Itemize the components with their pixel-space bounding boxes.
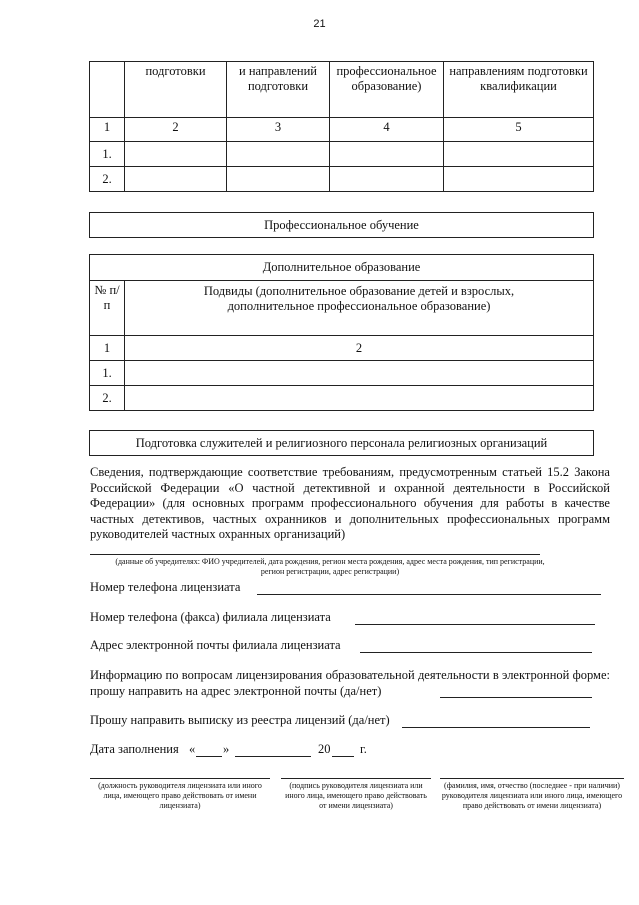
table-cell: 3	[227, 118, 330, 142]
branch-email-label: Адрес электронной почты филиала лицензиата	[90, 638, 341, 652]
table-cell: 1	[90, 118, 125, 142]
info-paragraph: Сведения, подтверждающие соответствие требованиям, предусмотренным статьей 15.2 Закона Российской Федерации «О частной детективной и охранной деятельности в Российской Федерации» (для основных программ профессионального обучения для работы в качестве частных детективов, частных охранников и дополнительных профессиональных программ руководителей частных охранных организаций)	[90, 465, 610, 541]
table-cell: 2.	[90, 386, 125, 411]
table-row	[90, 361, 594, 386]
phone-label: Номер телефона лицензиата	[90, 580, 241, 594]
info-request-input-line[interactable]	[440, 697, 592, 698]
table-header-cell: подготовки	[125, 62, 227, 118]
signature-line[interactable]	[281, 778, 431, 779]
fullname-caption: (фамилия, имя, отчество (последнее - при наличии) руководителя лицензиата или иного лица, имеющего право действовать от имени лицензиата)	[441, 781, 623, 810]
table-cell: 5	[444, 118, 594, 142]
table-cell: 2	[125, 118, 227, 142]
branch-phone-label: Номер телефона (факса) филиала лицензиата	[90, 610, 331, 624]
table-header-row	[90, 281, 594, 336]
table-row	[90, 167, 594, 192]
programs-table	[89, 61, 594, 192]
table-cell	[125, 167, 227, 192]
table-header-cell: Подвиды (дополнительное образование детей и взрослых, дополнительное профессиональное образование)	[125, 281, 594, 336]
extract-request-input-line[interactable]	[402, 727, 590, 728]
table-cell	[125, 142, 227, 167]
table-header-cell: направлениям подготовки квалификации	[444, 62, 594, 118]
religious-training-label: Подготовка служителей и религиозного персонала религиозных организаций	[135, 436, 548, 450]
table-cell	[125, 361, 594, 386]
table-row	[90, 386, 594, 411]
table-row	[90, 142, 594, 167]
date-label: Дата заполнения	[90, 742, 179, 756]
table-cell	[125, 386, 594, 411]
table-header-cell: профессиональное образование)	[330, 62, 444, 118]
table-title-row	[90, 255, 594, 281]
branch-phone-input-line[interactable]	[355, 624, 595, 625]
table-cell	[330, 142, 444, 167]
fullname-line[interactable]	[440, 778, 624, 779]
table-cell	[227, 142, 330, 167]
date-open-quote: «	[189, 742, 196, 756]
prof-training-box	[89, 212, 594, 238]
table-cell: 1.	[90, 361, 125, 386]
year-suffix: г.	[360, 742, 367, 756]
table-header-cell: и направлений подготовки	[227, 62, 330, 118]
day-input-line[interactable]	[196, 756, 222, 757]
date-close-quote: »	[223, 742, 230, 756]
religious-training-box	[89, 430, 594, 456]
signature-caption: (подпись руководителя лицензиата или иного лица, имеющего право действовать от имени лицензиата)	[285, 781, 427, 810]
table-row	[90, 336, 594, 361]
year-input-line[interactable]	[332, 756, 354, 757]
position-caption: (должность руководителя лицензиата или иного лица, имеющего право действовать от имени лицензиата)	[98, 781, 262, 810]
extract-request-label: Прошу направить выписку из реестра лицензий (да/нет)	[90, 713, 390, 727]
table-cell	[330, 167, 444, 192]
year-prefix: 20	[318, 742, 331, 756]
table-cell: 4	[330, 118, 444, 142]
table-cell: 2.	[90, 167, 125, 192]
table-cell: 1	[90, 336, 125, 361]
prof-training-label: Профессиональное обучение	[264, 218, 419, 232]
table-header-row	[90, 62, 594, 118]
table-header-cell: № п/п	[90, 281, 125, 336]
table-cell: 1.	[90, 142, 125, 167]
table-row	[90, 118, 594, 142]
table-cell	[227, 167, 330, 192]
page-number: 21	[313, 18, 326, 30]
branch-email-input-line[interactable]	[360, 652, 592, 653]
info-request-text: Информацию по вопросам лицензирования образовательной деятельности в электронной форме: прошу направить на адрес электронной почты (да/нет)	[90, 668, 610, 698]
month-input-line[interactable]	[235, 756, 311, 757]
phone-input-line[interactable]	[257, 594, 601, 595]
founders-note: (данные об учредителях: ФИО учредителей, дата рождения, регион места рождения, адрес места рождения, тип регистрации, регион регистрации, адрес регистрации)	[115, 557, 545, 576]
table-cell: 2	[125, 336, 594, 361]
table-title-cell: Дополнительное образование	[90, 255, 594, 281]
info-request-label	[90, 668, 610, 699]
position-line[interactable]	[90, 778, 270, 779]
founders-line	[90, 554, 540, 555]
additional-education-table	[89, 254, 594, 411]
table-cell	[444, 167, 594, 192]
table-header-cell	[90, 62, 125, 118]
table-cell	[444, 142, 594, 167]
